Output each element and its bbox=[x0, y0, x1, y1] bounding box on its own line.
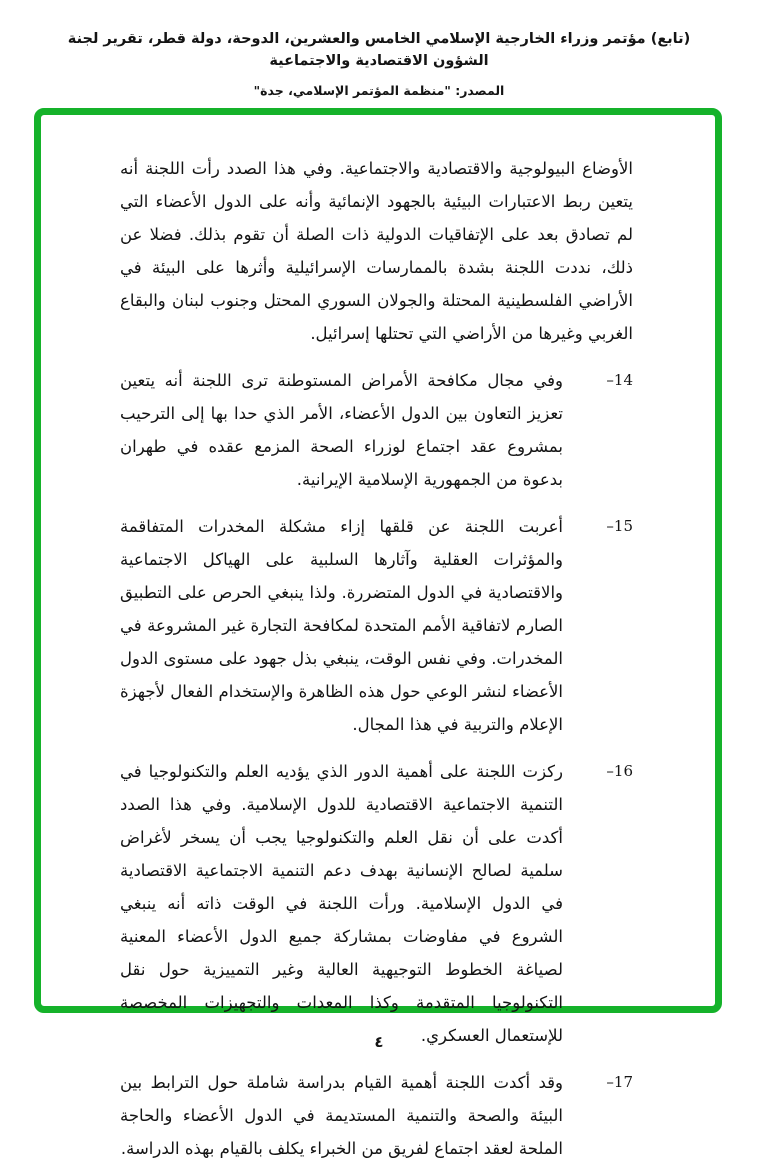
paragraph-14 bbox=[120, 364, 633, 496]
paragraph-text: وقد أكدت اللجنة أهمية القيام بدراسة شاملة حول الترابط بين البيئة والصحة والتنمية المستديمة في الدول الأعضاء والحاجة الملحة لعقد اجتماع لفريق من الخبراء يكلف بالقيام بهذه الدراسة. bbox=[120, 1073, 563, 1158]
paragraph-15 bbox=[120, 510, 633, 741]
paragraph-continuation: الأوضاع البيولوجية والاقتصادية والاجتماعية. وفي هذا الصدد رأت اللجنة أنه يتعين ربط الاعتبارات البيئية بالجهود الإنمائية وأنه على الدول الأعضاء التي لم تصادق بعد على الإتفاقيات الدولية ذات الصلة أن تقوم بذلك. فضلا عن ذلك، نددت اللجنة بشدة بالممارسات الإسرائيلية وأثرها على البيئة في الأراضي الفلسطينية المحتلة والجولان السوري المحتل وجنوب لبنان والبقاع الغربي وغيرها من الأراضي التي تحتلها إسرائيل. bbox=[120, 159, 633, 343]
document-title: (تابع) مؤتمر وزراء الخارجية الإسلامي الخامس والعشرين، الدوحة، دولة قطر، تقرير لجنة الشؤون الاقتصادية والاجتماعية bbox=[67, 31, 691, 69]
paragraph-number: –16 bbox=[606, 762, 633, 780]
paragraph-text: ركزت اللجنة على أهمية الدور الذي يؤديه العلم والتكنولوجيا في التنمية الاجتماعية الاقتصادية للدول الإسلامية. وفي هذا الصدد أكدت على أن نقل العلم والتكنولوجيا يجب أن يسخر لأغراض سلمية لصالح الإنسانية بهدف دعم التنمية الاجتماعية الاقتصادية في الدول الإسلامية. ورأت اللجنة في الوقت ذاته أنه ينبغي الشروع في مفاوضات بمشاركة جميع الدول الأعضاء المعنية لصياغة الخطوط التوجيهية العالية وغير التمييزية حول نقل التكنولوجيا المتقدمة وكذا المعدات والتجهيزات المخصصة للإستعمال العسكري. bbox=[120, 762, 563, 1045]
paragraph-number: –14 bbox=[606, 371, 633, 389]
page-number: ٤ bbox=[374, 1033, 384, 1051]
document-source: المصدر: "منظمة المؤتمر الإسلامي، جدة" bbox=[253, 83, 505, 98]
page-header bbox=[0, 28, 758, 98]
paragraph-16 bbox=[120, 755, 633, 1052]
paragraph-number: –17 bbox=[606, 1073, 633, 1091]
paragraph-number: –15 bbox=[606, 517, 633, 535]
paragraph-text: وفي مجال مكافحة الأمراض المستوطنة ترى اللجنة أنه يتعين تعزيز التعاون بين الدول الأعضاء، الأمر الذي حدا بها إلى الترحيب بمشروع عقد اجتماع لوزراء الصحة المزمع عقده في طهران بدعوة من الجمهورية الإسلامية الإيرانية. bbox=[120, 371, 563, 489]
paragraph-17 bbox=[120, 1066, 633, 1165]
document-body bbox=[120, 152, 633, 1165]
paragraph-text: أعربت اللجنة عن قلقها إزاء مشكلة المخدرات المتفاقمة والمؤثرات العقلية وآثارها السلبية على الهياكل الاجتماعية والاقتصادية في الدول المتضررة. ولذا ينبغي الحرص على التطبيق الصارم لاتفاقية الأمم المتحدة لمكافحة التجارة غير المشروعة في المخدرات. وفي نفس الوقت، ينبغي بذل جهود على مستوى الدول الأعضاء لنشر الوعي حول هذه الظاهرة والإستخدام الفعال لأجهزة الإعلام والتربية في هذا المجال. bbox=[120, 517, 563, 734]
